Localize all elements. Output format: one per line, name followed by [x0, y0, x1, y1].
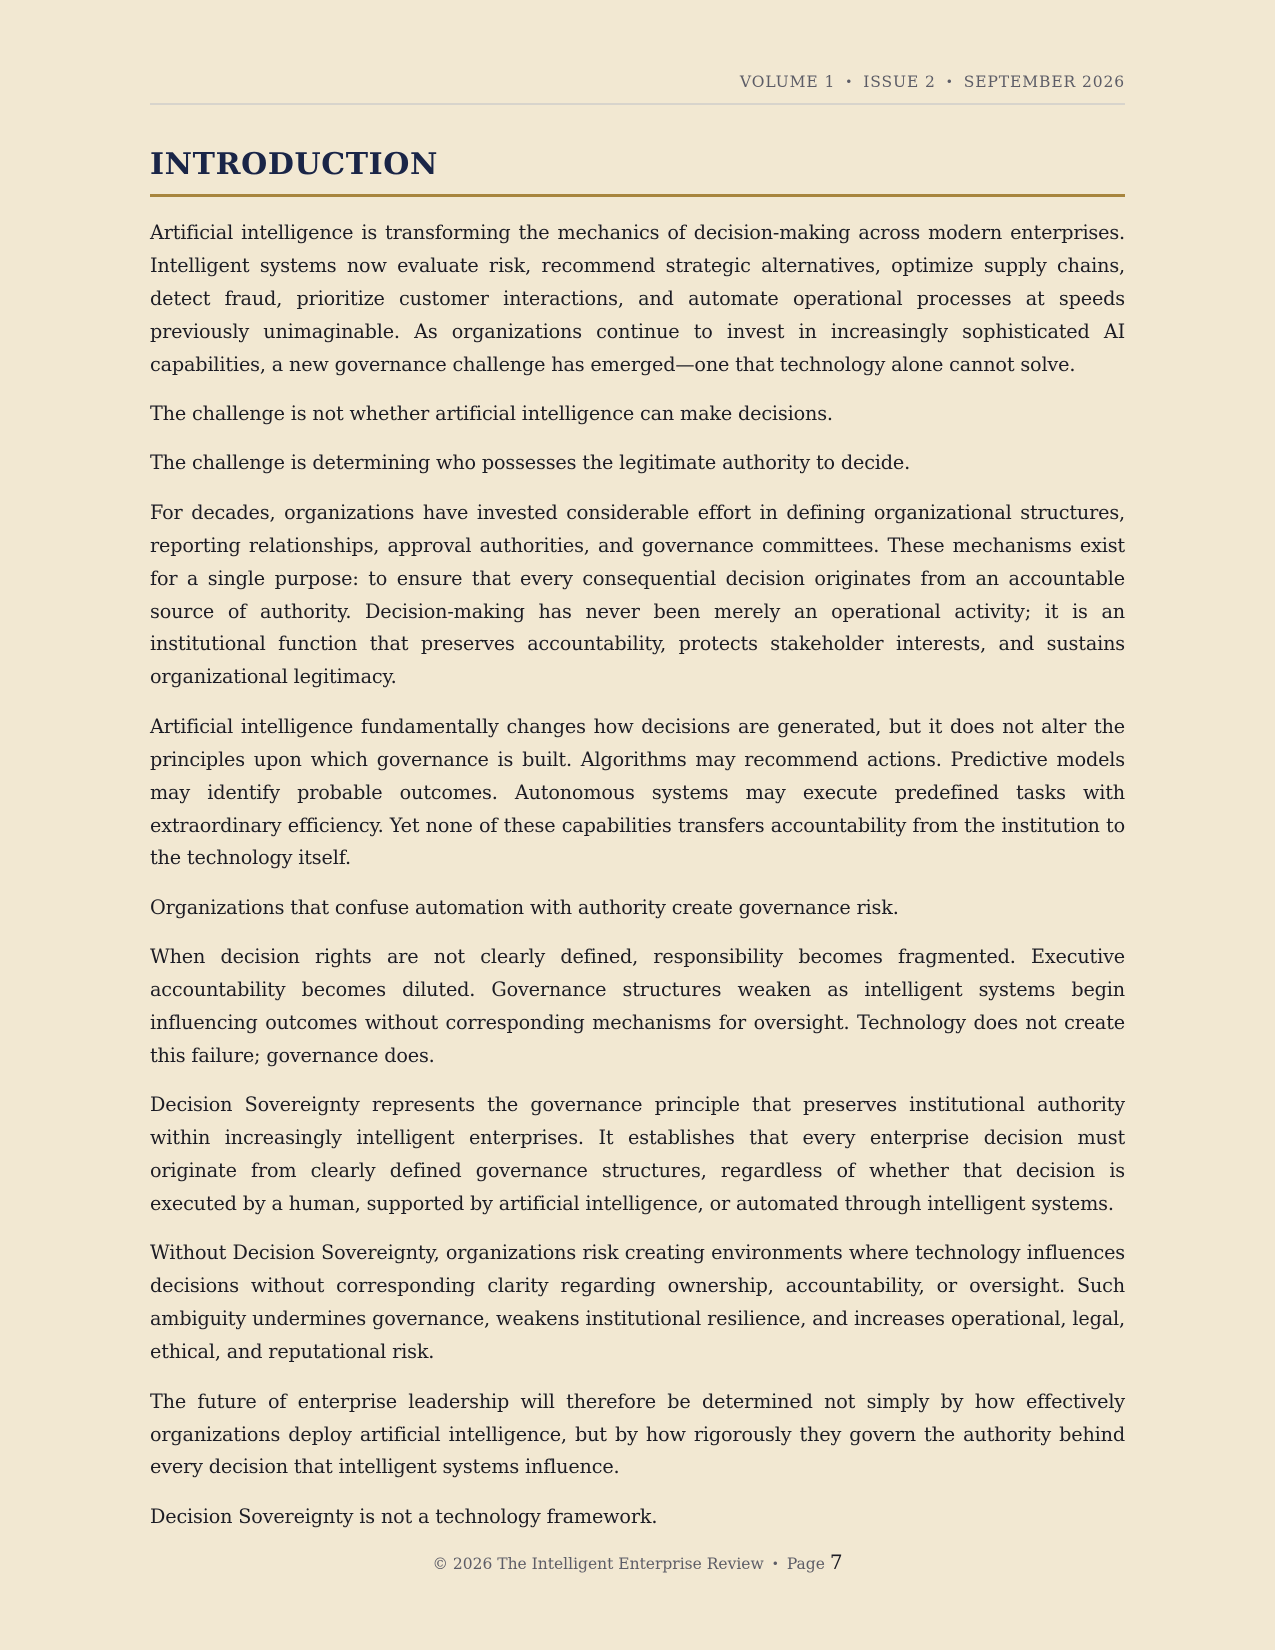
issue-label: ISSUE 2 [863, 73, 936, 91]
paragraph: Artificial intelligence fundamentally changes how decisions are generated, but it does not alter the principles upon which governance is built. Algorithms may recommend actions. Predictive models may identify probable outcomes. Autonomous systems may execute predefined tasks with extraordinary efficiency. Yet none of these capabilities transfers accountability from the institution to the technology itself. [150, 714, 1125, 870]
paragraph: The future of enterprise leadership will therefore be determined not simply by how effectively organizations deploy artificial intelligence, but by how rigorously they govern the authority behind every decision that intelligent systems influence. [150, 1389, 1125, 1479]
paragraph: Organizations that confuse automation with authority create governance risk. [150, 895, 899, 919]
paragraph: Decision Sovereignty represents the governance principle that preserves institutional authority within increasingly intelligent enterprises. It establishes that every enterprise decision must originate from clearly defined governance structures, regardless of whether that decision is executed by a human, supported by artificial intelligence, or automated through intelligent systems. [150, 1093, 1125, 1216]
section-title: INTRODUCTION [150, 147, 439, 182]
document-page [150, 0, 1125, 1650]
header-separator: • [845, 75, 854, 89]
paragraph: When decision rights are not clearly defined, responsibility becomes fragmented. Executive accountability becomes diluted. Governance structures weaken as intelligent systems begin influencing outcomes without corresponding mechanisms for oversight. Technology does not create this failure; governance does. [150, 945, 1125, 1067]
footer-separator: • [771, 1557, 779, 1571]
paragraph: The challenge is not whether artificial intelligence can make decisions. [150, 402, 833, 426]
page-footer [150, 1550, 1125, 1574]
article-body [150, 217, 1125, 1550]
page-number: 7 [829, 1550, 843, 1574]
page-label: Page [786, 1555, 825, 1573]
paragraph: Without Decision Sovereignty, organizations risk creating environments where technology influences decisions without corresponding clarity regarding ownership, accountability, or oversight. Such ambiguity undermines governance, weakens institutional resilience, and increases operational, legal, ethical, and reputational risk. [150, 1241, 1125, 1364]
copyright-text: © 2026 The Intelligent Enterprise Review [432, 1555, 764, 1573]
volume-label: VOLUME 1 [739, 73, 836, 91]
running-header [150, 73, 1125, 105]
paragraph: Artificial intelligence is transforming the mechanics of decision-making across modern enterprises. Intelligent systems now evaluate risk, recommend strategic alternatives, optimize supply chains, detect fraud, prioritize customer interactions, and automate operational processes at speeds previously unimaginable. As organizations continue to invest in increasingly sophisticated AI capabilities, a new governance challenge has emerged—one that technology alone cannot solve. [150, 221, 1125, 376]
title-underline [150, 194, 1125, 197]
paragraph: The challenge is determining who possesses the legitimate authority to decide. [150, 451, 911, 475]
paragraph: For decades, organizations have invested considerable effort in defining organizational structures, reporting relationships, approval authorities, and governance committees. These mechanisms exist for a single purpose: to ensure that every consequential decision originates from an accountable source of authority. Decision-making has never been merely an operational activity; it is an institutional function that preserves accountability, protects stakeholder interests, and sustains organizational legitimacy. [150, 500, 1125, 689]
date-label: SEPTEMBER 2026 [963, 73, 1125, 91]
header-separator: • [945, 75, 954, 89]
paragraph: Decision Sovereignty is not a technology framework. [150, 1504, 658, 1528]
